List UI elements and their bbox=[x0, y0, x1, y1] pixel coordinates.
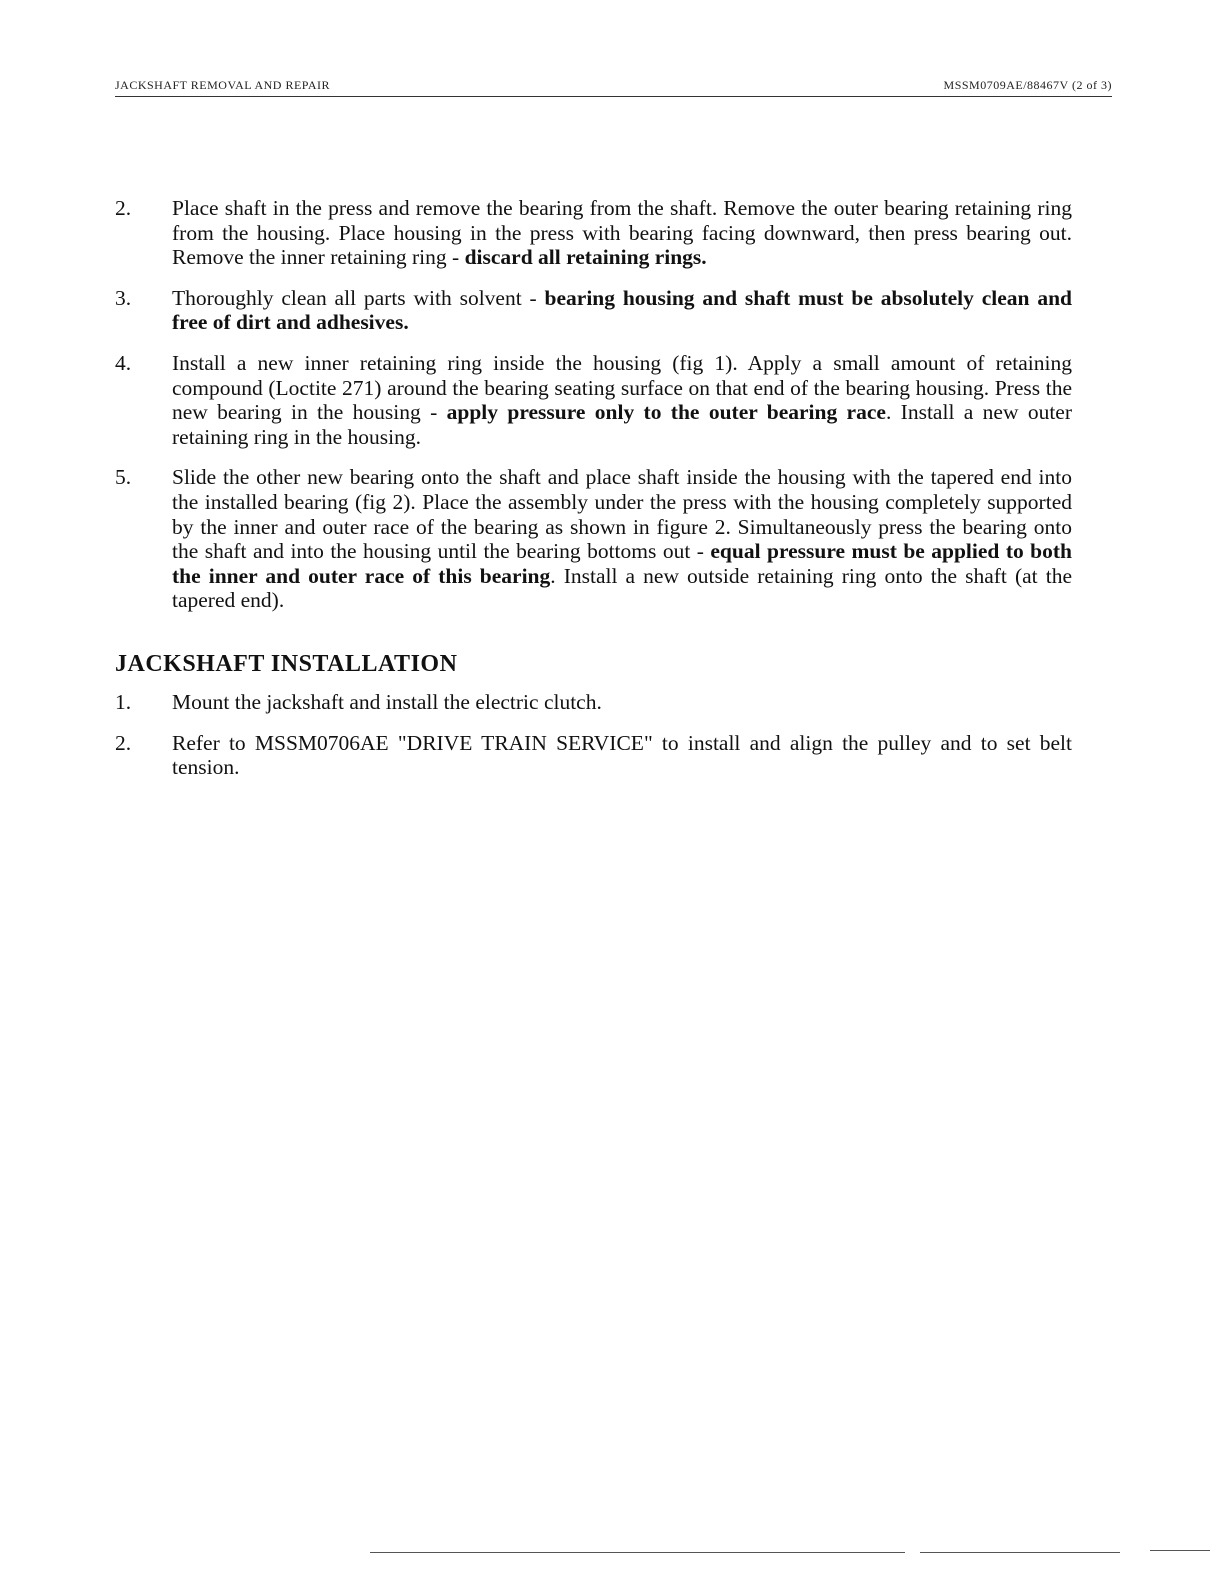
step-number: 3. bbox=[115, 285, 132, 310]
step-text: Install a new inner retaining ring inside the housing (fig 1). Apply a small amount of retaining compound (Loctite 271) around the bearing seating surface on that end of the bearing housing. Press the new bearing in the housing - apply pressure only to the outer bearing race. Install a new outer retaining ring in the housing. bbox=[172, 350, 1073, 449]
step-warning: discard all retaining rings. bbox=[464, 245, 707, 270]
installation-step bbox=[115, 731, 1072, 780]
step-warning: equal pressure must be applied to both the inner and outer race of this bearing bbox=[172, 539, 1073, 588]
footer-rule bbox=[370, 1552, 560, 1553]
repair-step bbox=[115, 286, 1072, 335]
step-warning: bearing housing and shaft must be absolutely clean and free of dirt and adhesives. bbox=[172, 285, 1073, 335]
footer-rule bbox=[1150, 1550, 1210, 1551]
section-title: JACKSHAFT INSTALLATION bbox=[115, 650, 458, 677]
step-number: 2. bbox=[115, 730, 132, 755]
footer-rule bbox=[560, 1552, 905, 1553]
repair-step bbox=[115, 196, 1072, 270]
step-text: Thoroughly clean all parts with solvent - bearing housing and shaft must be absolutely clean and free of dirt and adhesives. bbox=[172, 285, 1073, 335]
header-title: JACKSHAFT REMOVAL AND REPAIR bbox=[115, 78, 331, 92]
document-body bbox=[115, 196, 1072, 796]
step-number: 5. bbox=[115, 465, 132, 490]
step-text: Place shaft in the press and remove the bearing from the shaft. Remove the outer bearing retaining ring from the housing. Place housing in the press with bearing facing downward, then press bearing out. Remove the inner retaining ring - discard all retaining rings. bbox=[172, 196, 1072, 270]
repair-step bbox=[115, 465, 1072, 613]
step-text: Slide the other new bearing onto the shaft and place shaft inside the housing with the tapered end into the installed bearing (fig 2). Place the assembly under the press with the housing completely supported by the inner and outer race of the bearing as shown in figure 2. Simultaneously press the bearing onto the shaft and into the housing until the bearing bottoms out - equal pressure must be applied to both the inner and outer race of this bearing. Install a new outside retaining ring onto the shaft (at the tapered end). bbox=[172, 465, 1073, 613]
step-number: 2. bbox=[115, 196, 132, 220]
step-number: 4. bbox=[115, 350, 132, 375]
step-warning: apply pressure only to the outer bearing race bbox=[446, 400, 886, 425]
page-header bbox=[115, 78, 1112, 97]
step-number: 1. bbox=[115, 689, 132, 714]
installation-step bbox=[115, 690, 1072, 715]
footer-rule bbox=[920, 1552, 1120, 1553]
repair-step bbox=[115, 351, 1072, 449]
header-doc-id: MSSM0709AE/88467V (2 of 3) bbox=[943, 78, 1112, 92]
step-text: Refer to MSSM0706AE "DRIVE TRAIN SERVICE" to install and align the pulley and to set belt tension. bbox=[172, 730, 1072, 780]
step-text: Mount the jackshaft and install the electric clutch. bbox=[172, 689, 602, 714]
